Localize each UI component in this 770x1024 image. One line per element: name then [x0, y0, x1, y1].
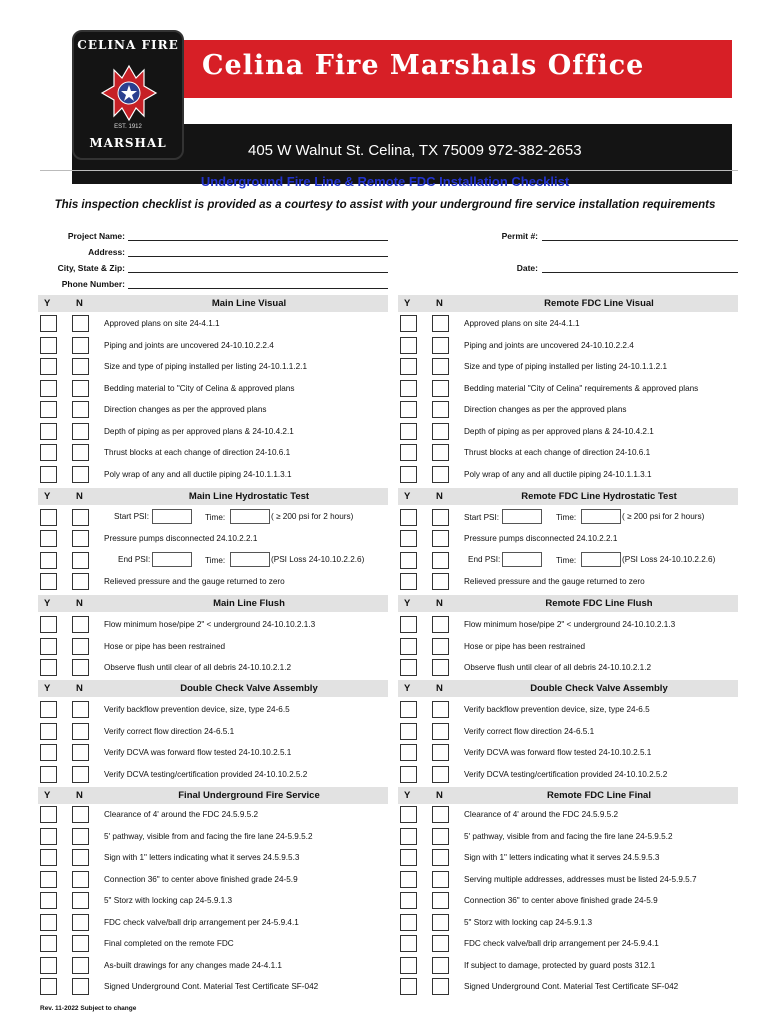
logo-top-text: CELINA FIRE — [77, 38, 179, 52]
maltese-cross-icon — [100, 64, 158, 122]
no-checkbox[interactable] — [72, 849, 89, 866]
item-text: Bedding material to "City of Celina & approved plans — [104, 383, 295, 393]
yes-checkbox[interactable] — [400, 337, 417, 354]
item-text: 5' pathway, visible from and facing the fire lane 24-5.9.5.2 — [104, 831, 313, 841]
no-checkbox[interactable] — [72, 638, 89, 655]
item-text: Verify correct flow direction 24-6.5.1 — [464, 726, 595, 736]
end-note: (PSI Loss 24-10.10.2.2.6) — [622, 555, 716, 564]
item-text: Verify DCVA was forward flow tested 24-10.10.2.5.1 — [464, 748, 652, 757]
no-checkbox[interactable] — [432, 315, 449, 332]
end-psi-label: End PSI: — [468, 555, 501, 564]
yes-checkbox[interactable] — [40, 638, 57, 655]
col-y: Y — [404, 298, 411, 309]
no-checkbox[interactable] — [432, 444, 449, 461]
section-header-main-line-visual — [38, 295, 388, 312]
yes-checkbox[interactable] — [40, 828, 57, 845]
yes-checkbox[interactable] — [40, 423, 57, 440]
phone-number-label: Phone Number: — [61, 279, 125, 289]
item-text: Verify backflow prevention device, size, type 24-6.5 — [464, 705, 650, 714]
col-n: N — [436, 598, 443, 609]
yes-checkbox[interactable] — [400, 914, 417, 931]
item-text: Verify DCVA testing/certification provided 24-10.10.2.5.2 — [464, 769, 668, 779]
item-text: Relieved pressure and the gauge returned to zero — [104, 577, 285, 586]
yes-checkbox[interactable] — [400, 423, 417, 440]
yes-checkbox[interactable] — [40, 380, 57, 397]
yes-checkbox[interactable] — [40, 530, 57, 547]
yes-checkbox[interactable] — [400, 957, 417, 974]
yes-checkbox[interactable] — [400, 766, 417, 783]
item-text: Thrust blocks at each change of direction 24-10.6.1 — [464, 448, 651, 457]
time-label: Time: — [556, 513, 577, 522]
yes-checkbox[interactable] — [40, 957, 57, 974]
no-checkbox[interactable] — [72, 315, 89, 332]
item-text: Direction changes as per the approved plans — [104, 405, 267, 414]
item-text: As-built drawings for any changes made 24-4.1.1 — [104, 960, 282, 970]
item-text: Sign with 1" letters indicating what it serves 24.5.9.5.3 — [464, 853, 660, 862]
item-text: Piping and joints are uncovered 24-10.10.2.2.4 — [104, 340, 274, 350]
no-checkbox[interactable] — [432, 701, 449, 718]
section-header-remote-fdc-flush — [398, 595, 738, 612]
item-text: Approved plans on site 24-4.1.1 — [104, 319, 220, 328]
yes-checkbox[interactable] — [400, 806, 417, 823]
section-title: Double Check Valve Assembly — [530, 683, 668, 694]
no-checkbox[interactable] — [432, 616, 449, 633]
yes-checkbox[interactable] — [400, 744, 417, 761]
revision-note: Rev. 11-2022 Subject to change — [40, 1005, 137, 1012]
yes-checkbox[interactable] — [400, 315, 417, 332]
item-text: Direction changes as per the approved plans — [464, 405, 627, 414]
item-text: Depth of piping as per approved plans & 24-10.4.2.1 — [104, 426, 294, 436]
col-n: N — [436, 683, 443, 694]
section-title: Double Check Valve Assembly — [180, 683, 318, 694]
col-n: N — [76, 790, 83, 801]
section-header-final-underground — [38, 787, 388, 804]
item-text: Connection 36" to center above finished grade 24-5.9 — [464, 896, 658, 905]
no-checkbox[interactable] — [432, 978, 449, 995]
no-checkbox[interactable] — [432, 337, 449, 354]
yes-checkbox[interactable] — [400, 444, 417, 461]
time-label: Time: — [556, 556, 577, 565]
yes-checkbox[interactable] — [40, 616, 57, 633]
item-text: 5" Storz with locking cap 24-5.9.1.3 — [464, 917, 593, 927]
no-checkbox[interactable] — [72, 401, 89, 418]
end-psi-label: End PSI: — [118, 555, 151, 564]
no-checkbox[interactable] — [72, 466, 89, 483]
yes-checkbox[interactable] — [400, 509, 417, 526]
no-checkbox[interactable] — [72, 444, 89, 461]
item-text: Sign with 1" letters indicating what it serves 24.5.9.5.3 — [104, 853, 300, 862]
yes-checkbox[interactable] — [40, 466, 57, 483]
no-checkbox[interactable] — [432, 766, 449, 783]
no-checkbox[interactable] — [72, 892, 89, 909]
checklist-subtitle: This inspection checklist is provided as a courtesy to assist with your underground fire service installation requirements — [54, 199, 716, 211]
item-text: Thrust blocks at each change of direction 24-10.6.1 — [104, 448, 291, 457]
yes-checkbox[interactable] — [40, 509, 57, 526]
col-n: N — [436, 298, 443, 309]
no-checkbox[interactable] — [72, 914, 89, 931]
no-checkbox[interactable] — [72, 723, 89, 740]
section-title: Remote FDC Line Flush — [545, 598, 653, 609]
col-n: N — [76, 298, 83, 309]
time-label: Time: — [205, 556, 226, 565]
item-text: Bedding material "City of Celina" requirements & approved plans — [464, 383, 699, 393]
item-text: 5' pathway, visible from and facing the fire lane 24-5.9.5.2 — [464, 831, 673, 841]
office-title: Celina Fire Marshals Office — [202, 50, 645, 81]
yes-checkbox[interactable] — [400, 935, 417, 952]
section-title: Remote FDC Line Hydrostatic Test — [521, 491, 677, 502]
yes-checkbox[interactable] — [400, 401, 417, 418]
yes-checkbox[interactable] — [40, 659, 57, 676]
no-checkbox[interactable] — [72, 744, 89, 761]
item-text: Piping and joints are uncovered 24-10.10.2.2.4 — [464, 340, 634, 350]
no-checkbox[interactable] — [432, 723, 449, 740]
item-text: Approved plans on site 24-4.1.1 — [464, 319, 580, 328]
fire-marshal-logo — [72, 30, 184, 160]
no-checkbox[interactable] — [72, 701, 89, 718]
section-title: Remote FDC Line Final — [547, 790, 651, 801]
yes-checkbox[interactable] — [40, 935, 57, 952]
checklist-title: Underground Fire Line & Remote FDC Installation Checklist — [200, 174, 570, 189]
city-state-zip-field[interactable] — [128, 272, 388, 273]
project-name-field[interactable] — [128, 240, 388, 241]
item-text: Final completed on the remote FDC — [104, 939, 234, 948]
section-title: Main Line Visual — [211, 298, 287, 309]
yes-checkbox[interactable] — [40, 914, 57, 931]
no-checkbox[interactable] — [432, 380, 449, 397]
item-text: Flow minimum hose/pipe 2" < underground 24-10.10.2.1.3 — [464, 620, 676, 629]
no-checkbox[interactable] — [72, 659, 89, 676]
item-text: Hose or pipe has been restrained — [464, 641, 586, 651]
item-text: Signed Underground Cont. Material Test Certificate SF-042 — [464, 982, 679, 991]
col-y: Y — [404, 683, 411, 694]
no-checkbox[interactable] — [72, 423, 89, 440]
col-n: N — [76, 491, 83, 502]
item-text: If subject to damage, protected by guard posts 312.1 — [464, 960, 656, 970]
logo-established: EST. 1912 — [114, 124, 142, 130]
item-text: FDC check valve/ball drip arrangement per 24-5.9.4.1 — [464, 939, 659, 948]
col-n: N — [76, 598, 83, 609]
item-text: Observe flush until clear of all debris 24-10.10.2.1.2 — [104, 663, 292, 672]
yes-checkbox[interactable] — [400, 616, 417, 633]
no-checkbox[interactable] — [432, 466, 449, 483]
yes-checkbox[interactable] — [40, 978, 57, 995]
date-field[interactable] — [542, 272, 738, 273]
time-label: Time: — [205, 513, 226, 522]
col-y: Y — [44, 298, 51, 309]
yes-checkbox[interactable] — [400, 358, 417, 375]
yes-checkbox[interactable] — [400, 530, 417, 547]
section-title: Final Underground Fire Service — [178, 790, 320, 801]
no-checkbox[interactable] — [72, 573, 89, 590]
no-checkbox[interactable] — [432, 530, 449, 547]
no-checkbox[interactable] — [432, 509, 449, 526]
item-text: Connection 36" to center above finished grade 24-5.9 — [104, 874, 298, 884]
item-text: Depth of piping as per approved plans & 24-10.4.2.1 — [464, 426, 654, 436]
yes-checkbox[interactable] — [40, 444, 57, 461]
yes-checkbox[interactable] — [40, 806, 57, 823]
yes-checkbox[interactable] — [400, 978, 417, 995]
permit-label: Permit #: — [501, 231, 538, 241]
no-checkbox[interactable] — [72, 828, 89, 845]
yes-checkbox[interactable] — [40, 766, 57, 783]
yes-checkbox[interactable] — [40, 871, 57, 888]
date-label: Date: — [516, 263, 538, 273]
item-text: Relieved pressure and the gauge returned to zero — [464, 577, 645, 586]
item-text: FDC check valve/ball drip arrangement per 24-5.9.4.1 — [104, 917, 299, 927]
no-checkbox[interactable] — [72, 871, 89, 888]
no-checkbox[interactable] — [432, 935, 449, 952]
yes-checkbox[interactable] — [40, 723, 57, 740]
no-checkbox[interactable] — [72, 806, 89, 823]
no-checkbox[interactable] — [432, 892, 449, 909]
project-name-label: Project Name: — [67, 231, 125, 241]
section-header-remote-fdc-final — [398, 787, 738, 804]
yes-checkbox[interactable] — [40, 701, 57, 718]
col-n: N — [76, 683, 83, 694]
col-y: Y — [44, 683, 51, 694]
item-text: Serving multiple addresses, addresses must be listed 24-5.9.5.7 — [464, 874, 697, 884]
item-text: Size and type of piping installed per listing 24-10.1.1.2.1 — [464, 362, 668, 371]
no-checkbox[interactable] — [72, 380, 89, 397]
yes-checkbox[interactable] — [40, 744, 57, 761]
no-checkbox[interactable] — [72, 530, 89, 547]
yes-checkbox[interactable] — [40, 892, 57, 909]
no-checkbox[interactable] — [432, 573, 449, 590]
start-psi-input[interactable] — [152, 509, 192, 524]
yes-checkbox[interactable] — [400, 849, 417, 866]
item-text: Clearance of 4' around the FDC 24.5.9.5.2 — [104, 810, 259, 819]
start-time-input[interactable] — [581, 509, 621, 524]
item-text: 5" Storz with locking cap 24-5.9.1.3 — [104, 896, 233, 905]
logo-bottom-text: MARSHAL — [89, 136, 167, 150]
yes-checkbox[interactable] — [400, 723, 417, 740]
address-label: Address: — [88, 247, 125, 257]
no-checkbox[interactable] — [72, 509, 89, 526]
section-header-dcva — [38, 680, 388, 697]
yes-checkbox[interactable] — [400, 871, 417, 888]
item-text: Flow minimum hose/pipe 2" < underground 24-10.10.2.1.3 — [104, 620, 316, 629]
no-checkbox[interactable] — [432, 552, 449, 569]
no-checkbox[interactable] — [432, 638, 449, 655]
end-time-input[interactable] — [581, 552, 621, 567]
section-header-remote-dcva — [398, 680, 738, 697]
col-y: Y — [404, 598, 411, 609]
no-checkbox[interactable] — [432, 871, 449, 888]
no-checkbox[interactable] — [432, 828, 449, 845]
yes-checkbox[interactable] — [40, 358, 57, 375]
col-y: Y — [44, 790, 51, 801]
start-psi-label: Start PSI: — [114, 512, 150, 521]
yes-checkbox[interactable] — [400, 552, 417, 569]
item-text: Pressure pumps disconnected 24.10.2.2.1 — [104, 534, 258, 543]
col-y: Y — [404, 790, 411, 801]
no-checkbox[interactable] — [72, 766, 89, 783]
section-title: Remote FDC Line Visual — [544, 298, 654, 309]
item-text: Poly wrap of any and all ductile piping 24-10.1.1.3.1 — [464, 469, 652, 479]
yes-checkbox[interactable] — [40, 573, 57, 590]
no-checkbox[interactable] — [432, 423, 449, 440]
item-text: Hose or pipe has been restrained — [104, 641, 226, 651]
yes-checkbox[interactable] — [40, 552, 57, 569]
item-text: Observe flush until clear of all debris 24-10.10.2.1.2 — [464, 663, 652, 672]
start-psi-input[interactable] — [502, 509, 542, 524]
address-field[interactable] — [128, 256, 388, 257]
divider — [40, 170, 738, 171]
start-note: ( ≥ 200 psi for 2 hours) — [271, 512, 354, 521]
item-text: Poly wrap of any and all ductile piping 24-10.1.1.3.1 — [104, 469, 292, 479]
item-text: Size and type of piping installed per listing 24-10.1.1.2.1 — [104, 362, 308, 371]
item-text: Signed Underground Cont. Material Test Certificate SF-042 — [104, 982, 319, 991]
yes-checkbox[interactable] — [400, 701, 417, 718]
no-checkbox[interactable] — [432, 659, 449, 676]
section-header-main-line-flush — [38, 595, 388, 612]
no-checkbox[interactable] — [432, 806, 449, 823]
end-time-input[interactable] — [230, 552, 270, 567]
item-text: Pressure pumps disconnected 24.10.2.2.1 — [464, 534, 618, 543]
yes-checkbox[interactable] — [400, 828, 417, 845]
yes-checkbox[interactable] — [40, 849, 57, 866]
yes-checkbox[interactable] — [400, 892, 417, 909]
col-y: Y — [44, 491, 51, 502]
phone-number-field[interactable] — [128, 288, 388, 289]
section-header-remote-fdc-hydrostatic — [398, 488, 738, 505]
end-psi-input[interactable] — [152, 552, 192, 567]
no-checkbox[interactable] — [432, 849, 449, 866]
no-checkbox[interactable] — [72, 616, 89, 633]
no-checkbox[interactable] — [432, 358, 449, 375]
no-checkbox[interactable] — [432, 914, 449, 931]
start-psi-label: Start PSI: — [464, 513, 500, 522]
yes-checkbox[interactable] — [400, 659, 417, 676]
yes-checkbox[interactable] — [400, 466, 417, 483]
section-title: Main Line Flush — [213, 598, 285, 609]
yes-checkbox[interactable] — [400, 573, 417, 590]
yes-checkbox[interactable] — [400, 380, 417, 397]
no-checkbox[interactable] — [72, 337, 89, 354]
section-header-remote-fdc-visual — [398, 295, 738, 312]
permit-field[interactable] — [542, 240, 738, 241]
item-text: Verify correct flow direction 24-6.5.1 — [104, 726, 235, 736]
yes-checkbox[interactable] — [40, 315, 57, 332]
start-note: ( ≥ 200 psi for 2 hours) — [622, 512, 705, 521]
col-y: Y — [44, 598, 51, 609]
col-n: N — [436, 790, 443, 801]
end-psi-input[interactable] — [502, 552, 542, 567]
no-checkbox[interactable] — [72, 978, 89, 995]
no-checkbox[interactable] — [432, 957, 449, 974]
item-text: Verify backflow prevention device, size, type 24-6.5 — [104, 705, 290, 714]
section-header-main-line-hydrostatic — [38, 488, 388, 505]
item-text: Clearance of 4' around the FDC 24.5.9.5.2 — [464, 810, 619, 819]
office-address: 405 W Walnut St. Celina, TX 75009 972-382-2653 — [248, 142, 582, 159]
end-note: (PSI Loss 24-10.10.2.2.6) — [271, 555, 365, 564]
item-text: Verify DCVA was forward flow tested 24-10.10.2.5.1 — [104, 748, 292, 757]
no-checkbox[interactable] — [72, 957, 89, 974]
city-state-zip-label: City, State & Zip: — [57, 263, 125, 273]
no-checkbox[interactable] — [72, 935, 89, 952]
no-checkbox[interactable] — [432, 401, 449, 418]
col-y: Y — [404, 491, 411, 502]
yes-checkbox[interactable] — [40, 337, 57, 354]
item-text: Verify DCVA testing/certification provided 24-10.10.2.5.2 — [104, 769, 308, 779]
yes-checkbox[interactable] — [400, 638, 417, 655]
section-title: Main Line Hydrostatic Test — [188, 491, 310, 502]
no-checkbox[interactable] — [432, 744, 449, 761]
col-n: N — [436, 491, 443, 502]
start-time-input[interactable] — [230, 509, 270, 524]
no-checkbox[interactable] — [72, 552, 89, 569]
yes-checkbox[interactable] — [40, 401, 57, 418]
no-checkbox[interactable] — [72, 358, 89, 375]
